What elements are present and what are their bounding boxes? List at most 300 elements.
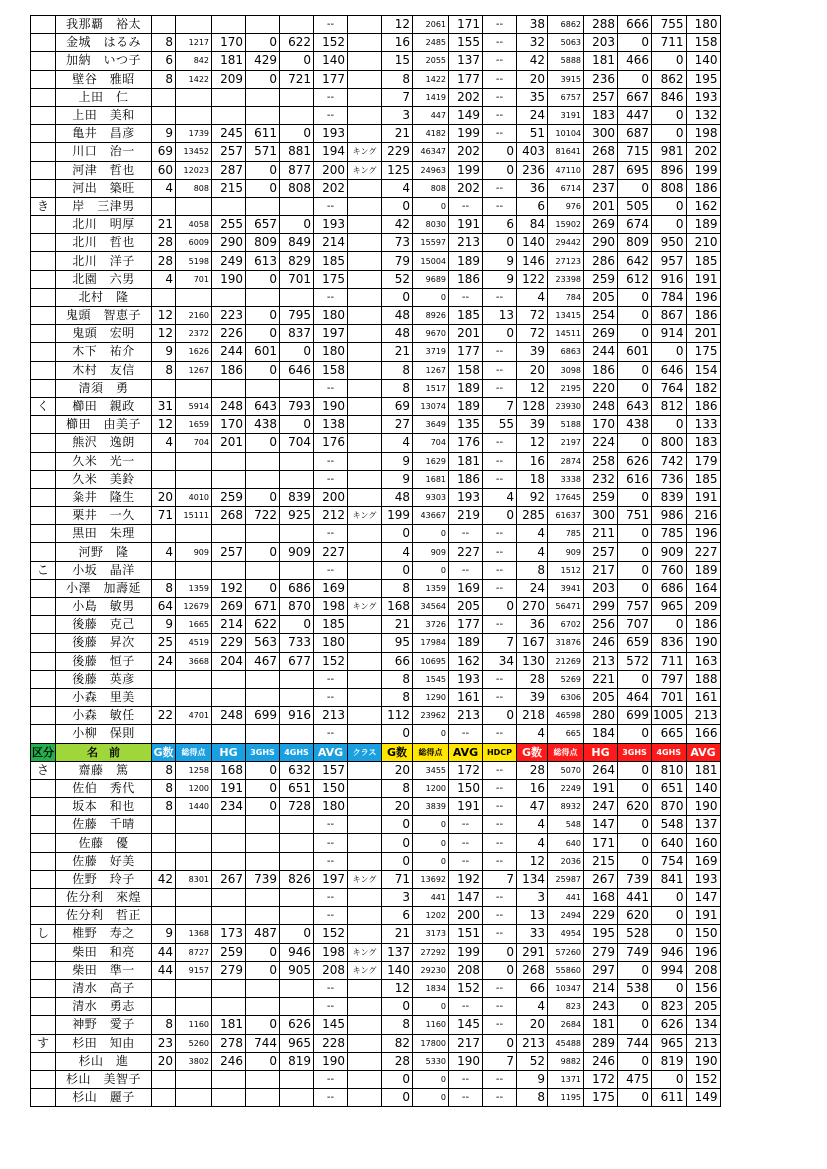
stat-cell: 193 [314,125,348,143]
stat-cell: 21269 [548,652,584,670]
table-row [31,416,721,434]
stat-cell: 203 [584,579,618,597]
stat-cell: 0 [413,998,449,1016]
stat-cell: 158 [686,34,720,52]
stat-cell: 9 [483,252,517,270]
stat-cell: 162 [449,652,483,670]
stat-cell: 158 [449,361,483,379]
stat-cell: -- [314,688,348,706]
stat-cell: 197 [314,870,348,888]
class-cell [348,16,382,34]
stat-cell [176,670,212,688]
class-cell [348,925,382,943]
table-row [31,161,721,179]
stat-cell [212,670,246,688]
stat-cell: -- [483,616,517,634]
stat-cell: 147 [584,816,618,834]
stat-cell: 31 [152,397,176,415]
stat-cell: 297 [584,961,618,979]
stat-cell: 3 [382,889,413,907]
column-header: 総得点 [176,743,212,761]
stat-cell: 0 [382,288,413,306]
table-row [31,34,721,52]
stat-cell: 150 [686,925,720,943]
stat-cell: 10104 [548,125,584,143]
stat-cell: 0 [618,434,652,452]
stat-cell: -- [483,543,517,561]
stat-cell: 213 [686,707,720,725]
stat-cell: 224 [584,434,618,452]
stat-cell: 1359 [413,579,449,597]
stat-cell: 881 [280,143,314,161]
stat-cell: 23398 [548,270,584,288]
table-row [31,16,721,34]
stat-cell: 9 [152,125,176,143]
class-cell [348,761,382,779]
stat-cell: 749 [618,943,652,961]
stat-cell: 0 [618,998,652,1016]
stat-cell: 191 [449,798,483,816]
player-name-cell: 齋藤 篤 [56,761,152,779]
stat-cell: 188 [686,670,720,688]
stat-cell: 213 [584,652,618,670]
stat-cell: 13692 [413,870,449,888]
group-kana-cell [31,798,56,816]
stat-cell: 965 [652,1034,687,1052]
stat-cell: 839 [652,488,687,506]
class-cell [348,216,382,234]
stat-cell: 4 [382,543,413,561]
stat-cell: 0 [618,852,652,870]
stat-cell: 33 [517,925,548,943]
stat-cell: 287 [584,161,618,179]
group-kana-cell [31,216,56,234]
class-cell [348,525,382,543]
stat-cell: 267 [212,870,246,888]
stat-cell: 247 [584,798,618,816]
stat-cell: -- [314,998,348,1016]
stat-cell: 3726 [413,616,449,634]
stat-cell: 257 [212,543,246,561]
stat-cell: 34 [483,652,517,670]
player-name-cell: 佐伯 秀代 [56,779,152,797]
stat-cell: 0 [652,907,687,925]
player-name-cell: 清須 勇 [56,379,152,397]
table-row [31,434,721,452]
stat-cell: 2494 [548,907,584,925]
group-kana-cell [31,525,56,543]
stat-cell [280,525,314,543]
stat-cell: 5188 [548,416,584,434]
stat-cell: 55860 [548,961,584,979]
stat-cell: 0 [652,197,687,215]
stat-cell: 246 [584,634,618,652]
stat-cell: 2195 [548,379,584,397]
stat-cell [152,979,176,997]
stat-cell [280,561,314,579]
stat-cell: 45488 [548,1034,584,1052]
player-name-cell: 黒田 朱理 [56,525,152,543]
stat-cell: 287 [212,161,246,179]
stat-cell: 95 [382,634,413,652]
stat-cell: 5070 [548,761,584,779]
stat-cell: 264 [584,761,618,779]
stat-cell: 227 [449,543,483,561]
group-kana-cell [31,1016,56,1034]
stat-cell: 6862 [548,16,584,34]
player-name-cell: 栗井 一久 [56,507,152,525]
stat-cell: 25987 [548,870,584,888]
stat-cell: -- [314,907,348,925]
stat-cell: 229 [584,907,618,925]
stat-cell: 0 [382,725,413,743]
stat-cell: 185 [314,252,348,270]
group-kana-cell [31,907,56,925]
stat-cell: 4 [517,834,548,852]
stat-cell: 17984 [413,634,449,652]
stat-cell: 203 [584,34,618,52]
stat-cell: 1440 [176,798,212,816]
stat-cell: 152 [314,925,348,943]
stat-cell: 20 [382,761,413,779]
player-name-cell: 河出 築旺 [56,179,152,197]
player-name-cell: 岸 三津男 [56,197,152,215]
stat-cell: 701 [176,270,212,288]
group-kana-cell [31,179,56,197]
player-name-cell: 小森 敏任 [56,707,152,725]
stat-cell: 4 [517,543,548,561]
stat-cell: -- [483,452,517,470]
stat-cell: 640 [548,834,584,852]
stat-cell: 1160 [176,1016,212,1034]
column-header: AVG [314,743,348,761]
stat-cell: 13415 [548,307,584,325]
stat-cell: 4 [152,434,176,452]
stat-cell: 27123 [548,252,584,270]
stat-cell: 13 [517,907,548,925]
stat-cell: 438 [246,416,280,434]
stat-cell [176,889,212,907]
stat-cell: 12679 [176,598,212,616]
table-row [31,379,721,397]
stat-cell: 32 [517,34,548,52]
stat-cell: 190 [449,1052,483,1070]
stat-cell: 0 [618,325,652,343]
stat-cell: 180 [314,634,348,652]
stat-cell: 248 [212,397,246,415]
stat-cell: 61637 [548,507,584,525]
player-name-cell: 佐分利 來煌 [56,889,152,907]
stat-cell: 167 [517,634,548,652]
stat-cell: 186 [686,616,720,634]
stat-cell: 44 [152,961,176,979]
stat-cell: 438 [618,416,652,434]
player-name-cell: 上田 美和 [56,106,152,124]
player-name-cell: 小柳 保則 [56,725,152,743]
stat-cell: 3173 [413,925,449,943]
stat-cell: -- [449,834,483,852]
player-name-cell: 小坂 晶洋 [56,561,152,579]
stat-cell: 255 [212,216,246,234]
table-row [31,288,721,306]
stat-cell: 755 [652,16,687,34]
stat-cell: 0 [246,361,280,379]
stat-cell [246,88,280,106]
stat-cell: 1202 [413,907,449,925]
stat-cell: 189 [686,216,720,234]
stat-cell: 15902 [548,216,584,234]
table-row [31,1070,721,1088]
stat-cell [152,889,176,907]
stat-cell [212,452,246,470]
stat-cell: 8 [517,561,548,579]
stat-cell: 784 [652,288,687,306]
class-cell [348,361,382,379]
stat-cell: 245 [212,125,246,143]
table-row [31,579,721,597]
stat-cell: 140 [382,961,413,979]
player-name-cell: 櫛田 由美子 [56,416,152,434]
stat-cell: 39 [517,688,548,706]
stat-cell: -- [483,343,517,361]
stat-cell: 5260 [176,1034,212,1052]
group-kana-cell [31,88,56,106]
stat-cell: 3802 [176,1052,212,1070]
table-row [31,525,721,543]
stat-cell [176,88,212,106]
stat-cell: 8926 [413,307,449,325]
stat-cell: 134 [686,1016,720,1034]
class-cell [348,816,382,834]
player-name-cell: 北川 洋子 [56,252,152,270]
stat-cell [212,725,246,743]
stat-cell: 145 [314,1016,348,1034]
column-header: クラス [348,743,382,761]
stat-cell: 185 [686,470,720,488]
player-name-cell: 北川 明厚 [56,216,152,234]
column-header: 総得点 [413,743,449,761]
stat-cell: 227 [686,543,720,561]
stat-cell: 0 [413,525,449,543]
stat-cell: 862 [652,70,687,88]
stat-cell [152,16,176,34]
stat-cell: 957 [652,252,687,270]
class-cell [348,543,382,561]
stat-cell [212,561,246,579]
stat-cell: 651 [280,779,314,797]
stat-cell: 92 [517,488,548,506]
stat-cell: 189 [449,634,483,652]
stat-cell: 8 [152,1016,176,1034]
stat-cell [212,470,246,488]
stat-cell: -- [449,197,483,215]
stat-cell: 810 [652,761,687,779]
stat-cell: 197 [314,325,348,343]
table-row [31,470,721,488]
stat-cell: -- [483,88,517,106]
player-name-cell: 金城 はるみ [56,34,152,52]
player-name-cell: 杉山 進 [56,1052,152,1070]
stat-cell [152,688,176,706]
stat-cell: 183 [584,106,618,124]
player-name-cell: 河野 隆 [56,543,152,561]
stat-cell: 299 [584,598,618,616]
stat-cell: 13074 [413,397,449,415]
stat-cell: 8 [152,798,176,816]
stat-cell [176,1089,212,1107]
player-name-cell: 椎野 寿之 [56,925,152,943]
stat-cell: 290 [584,234,618,252]
stat-cell: -- [314,16,348,34]
group-kana-cell [31,379,56,397]
table-row [31,143,721,161]
stat-cell: 1368 [176,925,212,943]
stat-cell: 257 [584,543,618,561]
table-row [31,998,721,1016]
stat-cell: 1290 [413,688,449,706]
stat-cell: 0 [413,288,449,306]
stat-cell: 236 [584,70,618,88]
stat-cell: 5269 [548,670,584,688]
stat-cell: -- [483,889,517,907]
stat-cell: 5888 [548,52,584,70]
table-row [31,70,721,88]
stat-cell: 36 [517,179,548,197]
stat-cell: 72 [517,325,548,343]
stat-cell: 0 [618,779,652,797]
stat-cell: 699 [246,707,280,725]
stat-cell: 149 [686,1089,720,1107]
stat-cell: 4701 [176,707,212,725]
stat-cell: 3 [517,889,548,907]
stat-cell: 46598 [548,707,584,725]
stat-cell: 138 [314,416,348,434]
stat-cell: 0 [652,925,687,943]
stat-cell: 236 [517,161,548,179]
stat-cell [280,1070,314,1088]
stat-cell: 0 [246,579,280,597]
stat-cell: 616 [618,470,652,488]
class-cell: キング [348,507,382,525]
stat-cell: 0 [280,925,314,943]
stat-cell: 190 [314,1052,348,1070]
column-header: 4GHS [280,743,314,761]
group-kana-cell [31,416,56,434]
stat-cell: 186 [686,397,720,415]
column-header: 3GHS [246,743,280,761]
stat-cell: 4 [483,488,517,506]
group-kana-cell [31,961,56,979]
stat-cell: 52 [517,1052,548,1070]
player-name-cell: 神野 愛子 [56,1016,152,1034]
class-cell [348,452,382,470]
player-name-cell: 佐藤 千晴 [56,816,152,834]
table-row [31,816,721,834]
stat-cell: 218 [517,707,548,725]
stat-cell: 213 [517,1034,548,1052]
stat-cell: 946 [280,943,314,961]
stat-cell: 808 [652,179,687,197]
player-name-cell: 杉田 知由 [56,1034,152,1052]
stat-cell [246,16,280,34]
stat-cell: 2372 [176,325,212,343]
class-cell [348,470,382,488]
stat-cell: 0 [280,52,314,70]
stat-cell: 269 [212,598,246,616]
table-row [31,452,721,470]
stat-cell [280,852,314,870]
class-cell [348,416,382,434]
stat-cell [246,907,280,925]
stat-cell: 232 [584,470,618,488]
stat-cell: 1359 [176,579,212,597]
stat-cell: 0 [280,125,314,143]
stat-cell: 190 [686,634,720,652]
stat-cell: 0 [618,579,652,597]
stat-cell: 0 [618,361,652,379]
stat-cell [246,561,280,579]
stat-cell: 57260 [548,943,584,961]
stat-cell: 161 [449,688,483,706]
class-cell [348,325,382,343]
stat-cell: 701 [652,688,687,706]
table-row [31,889,721,907]
stat-cell: 0 [618,525,652,543]
stat-cell: 0 [483,234,517,252]
group-kana-cell [31,343,56,361]
class-cell [348,397,382,415]
class-cell [348,852,382,870]
stat-cell: -- [483,579,517,597]
player-name-cell: 後藤 昇次 [56,634,152,652]
stat-cell: 73 [382,234,413,252]
stat-cell: 0 [618,1052,652,1070]
stat-cell: 548 [548,816,584,834]
stat-cell: 200 [449,907,483,925]
stat-cell: 0 [652,343,687,361]
stat-cell: 0 [618,670,652,688]
group-kana-cell [31,452,56,470]
stat-cell [280,197,314,215]
stat-cell: 128 [517,397,548,415]
table-row [31,361,721,379]
stat-cell: 202 [449,179,483,197]
stat-cell: 742 [652,452,687,470]
group-kana-cell [31,470,56,488]
stat-cell: 193 [449,670,483,688]
column-header: G数 [517,743,548,761]
stat-cell: 728 [280,798,314,816]
stat-cell [212,88,246,106]
stat-cell: 181 [212,1016,246,1034]
stat-cell: 0 [652,416,687,434]
stat-cell: 8932 [548,798,584,816]
stat-cell: 268 [212,507,246,525]
stat-cell: 122 [517,270,548,288]
stat-cell [152,670,176,688]
stat-cell: 183 [686,434,720,452]
stat-cell: 0 [382,998,413,1016]
stat-cell: 20 [152,1052,176,1070]
stat-cell: 808 [280,179,314,197]
stat-cell: 244 [212,343,246,361]
stat-cell [246,725,280,743]
stat-cell: -- [483,106,517,124]
stat-cell: 223 [212,307,246,325]
stat-cell: 12 [382,979,413,997]
stat-cell: 135 [449,416,483,434]
stat-cell: 6757 [548,88,584,106]
